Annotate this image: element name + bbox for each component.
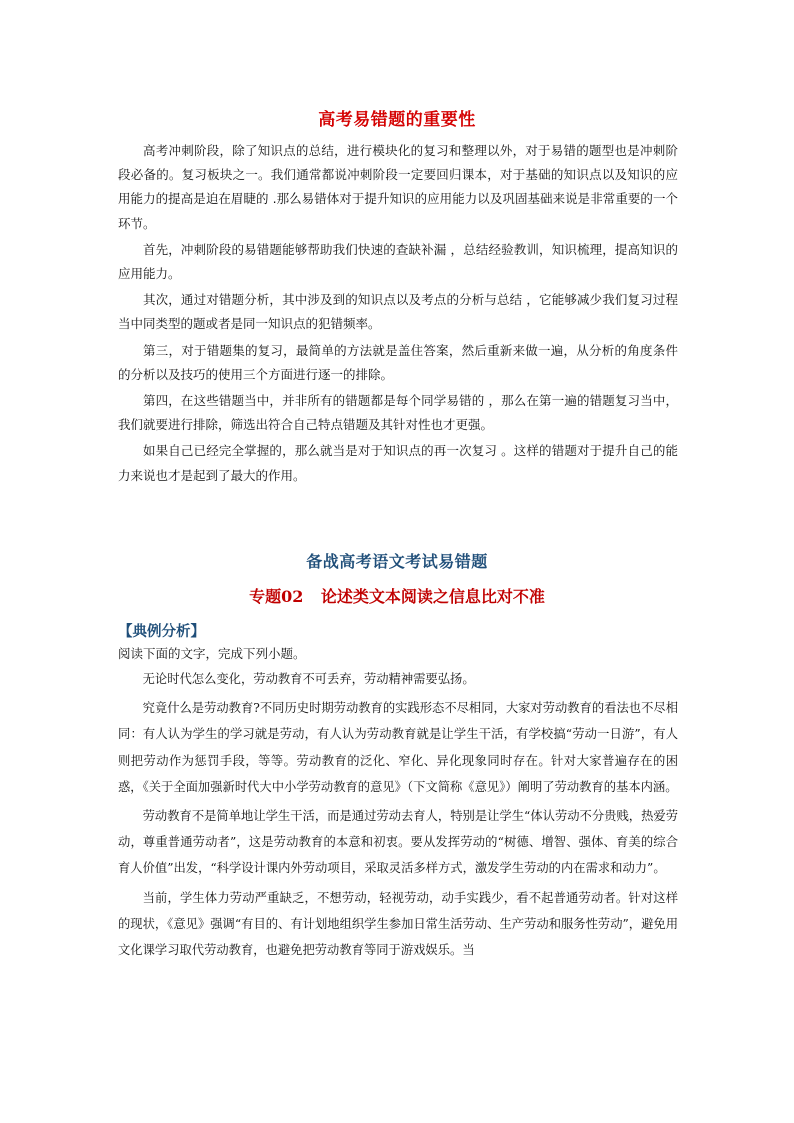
passage-paragraph: 究竟什么是劳动教育?不同历史时期劳动教育的实践形态不尽相同，大家对劳动教育的看法也不尽相同：有人认为学生的学习就是劳动，有人认为劳动教育就是让学生干活，有学校搞“劳动一日游”，有人则把劳动作为惩罚手段，等等。劳动教育的泛化、窄化、异化现象同时存在。针对大家普遍存在的困惑，《关于全面加强新时代大中小学劳动教育的意见》（下文简称《意见》）阐明了劳动教育的基本内涵。 [118, 701, 678, 794]
topic-number: 专题02 [249, 587, 304, 606]
passage-paragraph: 无论时代怎么变化，劳动教育不可丢弃，劳动精神需要弘扬。 [142, 672, 475, 686]
passage-paragraph: 当前，学生体力劳动严重缺乏，不想劳动，轻视劳动，动手实践少，看不起普通劳动者。针对这样的现状，《意见》强调“有目的、有计划地组织学生参加日常生活劳动、生产劳动和服务性劳动”，避免用文化课学习取代劳动教育，也避免把劳动教育等同于游戏娱乐。当 [118, 890, 678, 958]
intro-paragraph: 如果自己已经完全掌握的，那么就当是对于知识点的再一次复习 。这样的错题对于提升自己的能力来说也才是起到了最大的作用。 [118, 443, 678, 483]
intro-paragraph: 首先，冲刺阶段的易错题能够帮助我们快速的查缺补漏 ，总结经验教训，知识梳理，提高知识的应用能力。 [118, 241, 678, 282]
section-title: 备战高考语文考试易错题 [306, 552, 488, 571]
passage-paragraph: 劳动教育不是简单地让学生干活，而是通过劳动去育人，特别是让学生“体认劳动不分贵贱，热爱劳动，尊重普通劳动者”，这是劳动教育的本意和初衷。要从发挥劳动的“树德、增智、强体、育美的综合育人价值”出发，“科学设计课内外劳动项目，采取灵活多样方式，激发学生劳动的内在需求和动力”。 [118, 809, 678, 876]
instruction-text: 阅读下面的文字，完成下列小题。 [118, 646, 306, 661]
intro-paragraph: 高考冲刺阶段，除了知识点的总结，进行模块化的复习和整理以外，对于易错的题型也是冲刺阶段必备的。复习板块之一。我们通常都说冲刺阶段一定要回归课本，对于基础的知识点以及知识的应用能力的提高是迫在眉睫的 .那么易错体对于提升知识的应用能力以及巩固基础来说是非常重要的一个环节。 [118, 143, 678, 231]
intro-paragraph: 第三，对于错题集的复习，最简单的方法就是盖住答案，然后重新来做一遍，从分析的角度条件的分析以及技巧的使用三个方面进行逐一的排除。 [118, 342, 678, 382]
intro-paragraph: 第四，在这些错题当中，并非所有的错题都是每个同学易错的 ，那么在第一遍的错题复习当中，我们就要进行排除，筛选出符合自己特点错题及其针对性也才更强。 [118, 393, 678, 433]
page-title: 高考易错题的重要性 [318, 110, 476, 130]
intro-paragraph: 其次，通过对错题分析，其中涉及到的知识点以及考点的分析与总结 ，它能够减少我们复习过程当中同类型的题或者是同一知识点的犯错频率。 [118, 292, 678, 332]
example-label: 【典例分析】 [118, 623, 205, 640]
intro-section [118, 139, 678, 490]
reading-passage [118, 666, 678, 966]
topic-heading [0, 584, 794, 607]
topic-title: 论述类文本阅读之信息比对不准 [320, 587, 545, 606]
